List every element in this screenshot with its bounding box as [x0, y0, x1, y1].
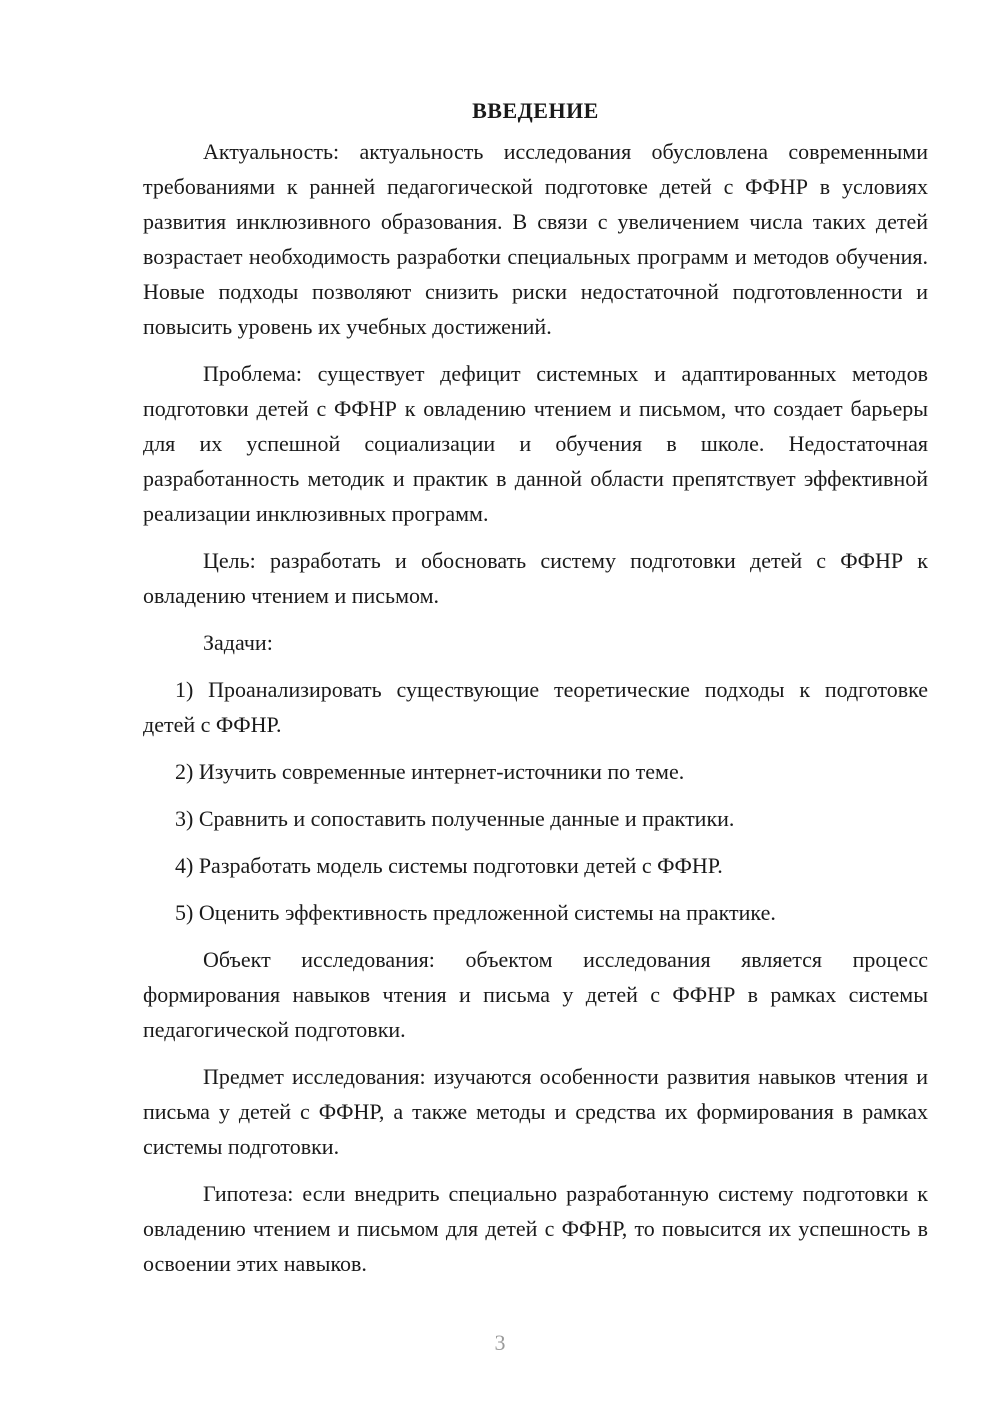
subject-paragraph: Предмет исследования: изучаются особенности развития навыков чтения и письма у детей с ФФНР, а также методы и средства их формирования в рамках системы подготовки.: [143, 1064, 928, 1159]
object-paragraph: Объект исследования: объектом исследования является процесс формирования навыков чтения и письма у детей с ФФНР в рамках системы педагогической подготовки.: [143, 947, 928, 1042]
hypothesis-paragraph: Гипотеза: если внедрить специально разработанную систему подготовки к овладению чтением и письмом для детей с ФФНР, то повысится их успешность в освоении этих навыков.: [143, 1181, 928, 1276]
task-item-3: 3) Сравнить и сопоставить полученные данные и практики.: [175, 806, 735, 831]
task-item-2: 2) Изучить современные интернет-источники по теме.: [175, 759, 685, 784]
page-content: [143, 92, 928, 1293]
goal-paragraph: Цель: разработать и обосновать систему подготовки детей с ФФНР к овладению чтением и письмом.: [143, 548, 928, 608]
task-item-1: 1) Проанализировать существующие теоретические подходы к подготовке детей с ФФНР.: [143, 677, 928, 737]
tasks-heading: Задачи:: [203, 630, 273, 655]
page-number: 3: [494, 1330, 506, 1355]
relevance-paragraph: Актуальность: актуальность исследования обусловлена современными требованиями к ранней педагогической подготовке детей с ФФНР в условиях развития инклюзивного образования. В связи с увеличением числа таких детей возрастает необходимость разработки специальных программ и методов обучения. Новые подходы позволяют снизить риски недостаточной подготовленности и повысить уровень их учебных достижений.: [143, 139, 928, 339]
task-item-4: 4) Разработать модель системы подготовки детей с ФФНР.: [175, 853, 723, 878]
problem-paragraph: Проблема: существует дефицит системных и адаптированных методов подготовки детей с ФФНР к овладению чтением и письмом, что создает барьеры для их успешной социализации и обучения в школе. Недостаточная разработанность методик и практик в данной области препятствует эффективной реализации инклюзивных программ.: [143, 361, 928, 526]
task-item-5: 5) Оценить эффективность предложенной системы на практике.: [175, 900, 776, 925]
section-title: ВВЕДЕНИЕ: [472, 98, 599, 123]
